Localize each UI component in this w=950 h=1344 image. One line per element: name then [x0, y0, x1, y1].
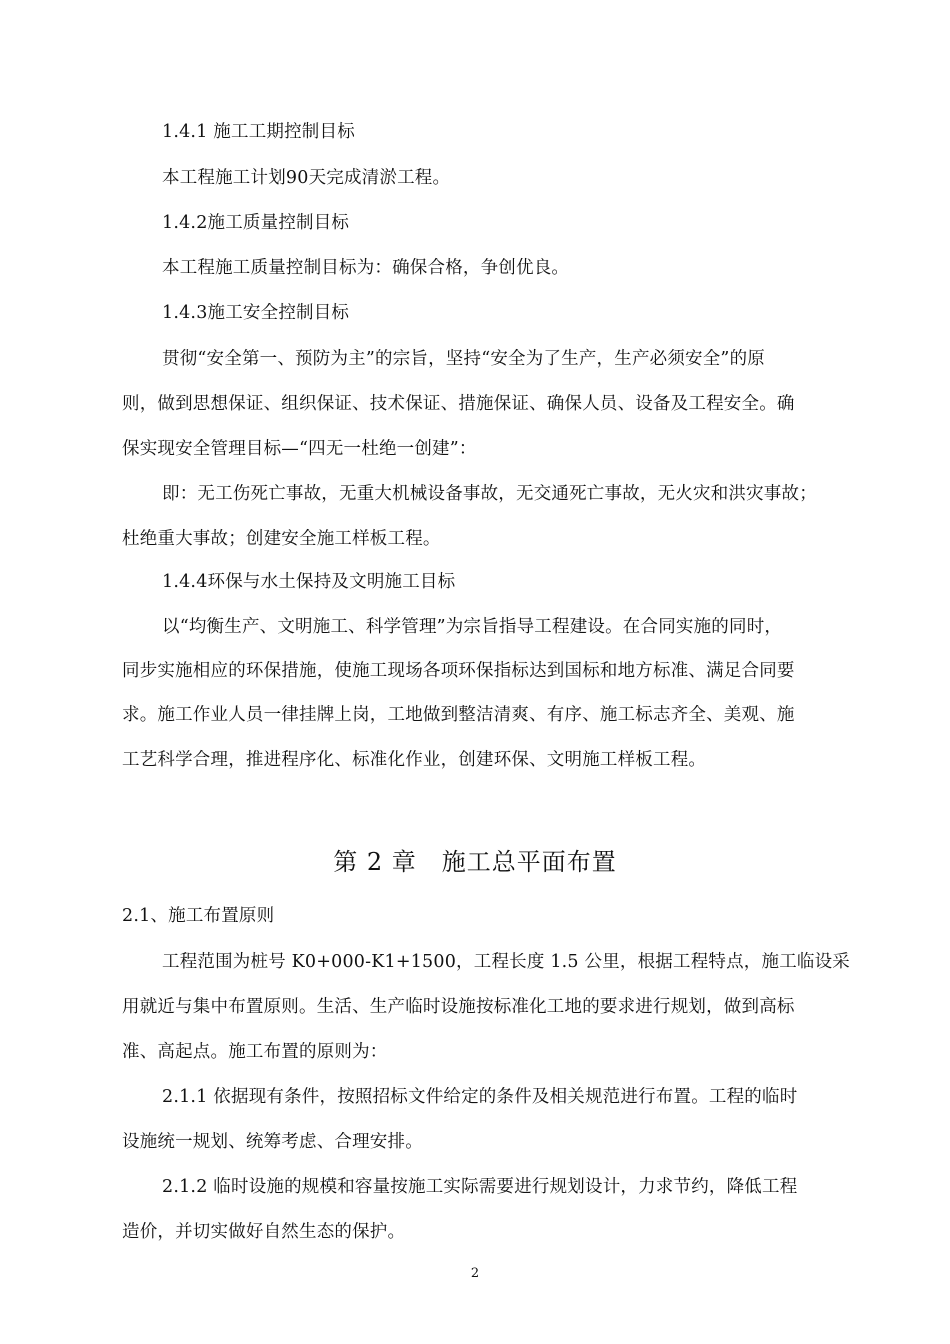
- page-number: 2: [470, 1266, 480, 1281]
- heading-2-1: 2.1、施工布置原则: [122, 906, 275, 926]
- paragraph-2-1-1-line: 设施统一规划、统筹考虑、合理安排。: [122, 1132, 423, 1152]
- paragraph-1-4-4-line: 求。施工作业人员一律挂牌上岗，工地做到整洁清爽、有序、施工标志齐全、美观、施: [122, 705, 795, 725]
- paragraph-2-1-2-line: 造价，并切实做好自然生态的保护。: [122, 1222, 406, 1242]
- paragraph-1-4-3b-line: 即：无工伤死亡事故，无重大机械设备事故，无交通死亡事故，无火灾和洪灾事故；: [162, 484, 817, 504]
- heading-1-4-3: 1.4.3施工安全控制目标: [162, 303, 350, 323]
- paragraph-1-4-1: 本工程施工计划90天完成清淤工程。: [162, 168, 451, 188]
- paragraph-1-4-4-line: 以“均衡生产、文明施工、科学管理”为宗旨指导工程建设。在合同实施的同时，: [162, 617, 783, 637]
- paragraph-1-4-4-line: 同步实施相应的环保措施，使施工现场各项环保指标达到国标和地方标准、满足合同要: [122, 661, 795, 681]
- paragraph-1-4-4-line: 工艺科学合理，推进程序化、标准化作业，创建环保、文明施工样板工程。: [122, 750, 707, 770]
- paragraph-1-4-2: 本工程施工质量控制目标为：确保合格，争创优良。: [162, 258, 570, 278]
- paragraph-2-1-1-line: 2.1.1 依据现有条件，按照招标文件给定的条件及相关规范进行布置。工程的临时: [162, 1087, 798, 1107]
- chapter-title: 第 2 章 施工总平面布置: [333, 848, 617, 876]
- heading-1-4-4: 1.4.4环保与水土保持及文明施工目标: [162, 572, 456, 592]
- paragraph-2-1-line: 准、高起点。施工布置的原则为：: [122, 1042, 388, 1062]
- paragraph-1-4-3b-line: 杜绝重大事故；创建安全施工样板工程。: [122, 529, 441, 549]
- paragraph-2-1-2-line: 2.1.2 临时设施的规模和容量按施工实际需要进行规划设计，力求节约，降低工程: [162, 1177, 798, 1197]
- paragraph-1-4-3-line: 则，做到思想保证、组织保证、技术保证、措施保证、确保人员、设备及工程安全。确: [122, 394, 795, 414]
- paragraph-2-1-line: 用就近与集中布置原则。生活、生产临时设施按标准化工地的要求进行规划，做到高标: [122, 997, 795, 1017]
- paragraph-1-4-3-line: 保实现安全管理目标—“四无一杜绝一创建”：: [122, 439, 477, 459]
- heading-1-4-2: 1.4.2施工质量控制目标: [162, 213, 350, 233]
- heading-1-4-1: 1.4.1 施工工期控制目标: [162, 122, 355, 142]
- paragraph-1-4-3-line: 贯彻“安全第一、预防为主”的宗旨，坚持“安全为了生产，生产必须安全”的原: [162, 349, 765, 369]
- paragraph-2-1-line: 工程范围为桩号 K0+000-K1+1500，工程长度 1.5 公里，根据工程特点，施工临设采: [162, 952, 851, 972]
